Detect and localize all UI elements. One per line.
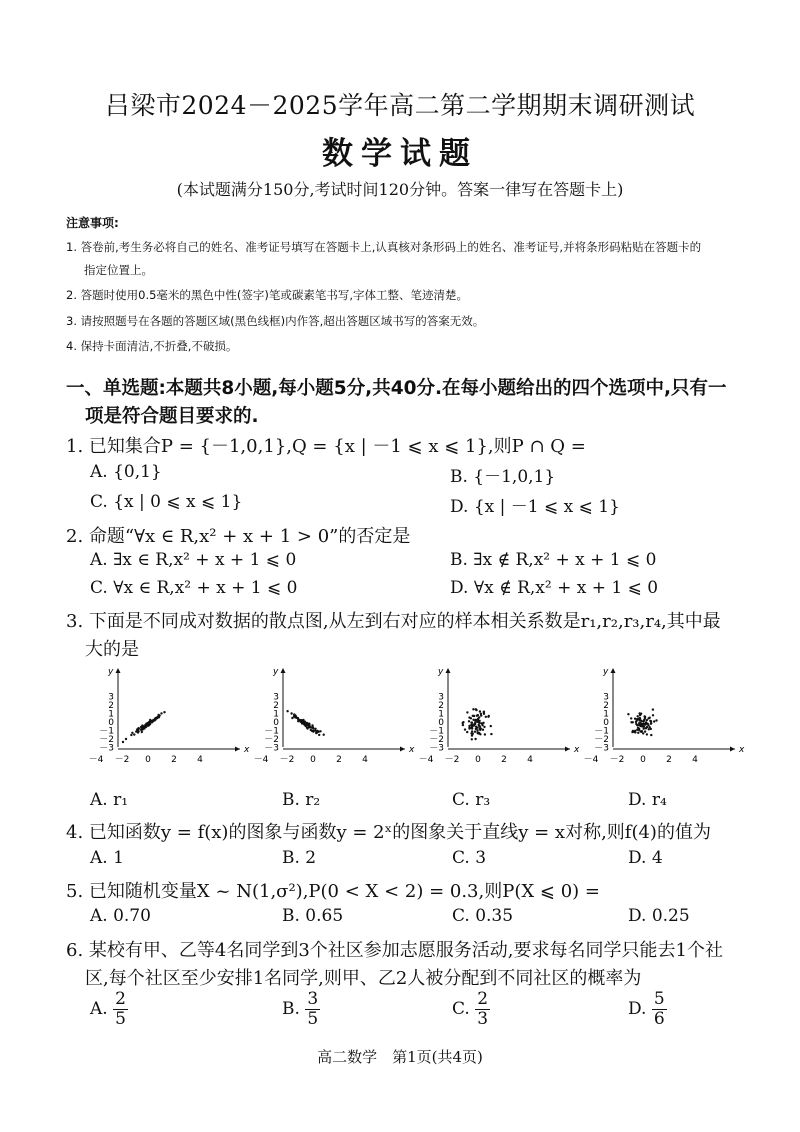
x-tick-label: 2 bbox=[336, 755, 342, 765]
x-tick-label: －4 bbox=[88, 755, 104, 765]
scatter-point bbox=[472, 708, 474, 710]
scatter-plot-r3 bbox=[419, 667, 580, 765]
scatter-point bbox=[649, 720, 651, 722]
scatter-point bbox=[643, 728, 645, 730]
x-tick-label: 4 bbox=[362, 755, 368, 765]
scatter-point bbox=[130, 734, 132, 736]
subject-title: 数学试题 bbox=[322, 136, 478, 172]
scatter-point bbox=[286, 710, 288, 712]
y-tick-label: 1 bbox=[273, 709, 279, 720]
scatter-point bbox=[474, 720, 476, 722]
notice-heading: 注意事项: bbox=[66, 216, 119, 230]
question-5-stem: 5. 已知随机变量X ~ N(1,σ²),P(0 < X < 2) = 0.3,则P(X ⩽ 0) = bbox=[66, 881, 600, 902]
q3-option-d: D. r₄ bbox=[628, 790, 667, 810]
scatter-point bbox=[490, 733, 492, 735]
scatter-point bbox=[323, 734, 325, 736]
y-axis-label: y bbox=[603, 667, 609, 677]
scatter-point bbox=[471, 738, 473, 740]
scatter-point bbox=[478, 722, 480, 724]
scatter-point bbox=[158, 714, 160, 716]
scatter-point bbox=[476, 715, 478, 717]
scatter-point bbox=[471, 730, 473, 732]
q4-option-c: C. 3 bbox=[452, 848, 487, 868]
scatter-point bbox=[646, 719, 648, 721]
y-tick-label: －2 bbox=[429, 735, 444, 745]
y-tick-label: 0 bbox=[603, 718, 609, 728]
y-tick-label: 2 bbox=[108, 701, 114, 711]
notice-item: 1. 答卷前,考生务必将自己的姓名、准考证号填写在答题卡上,认真核对条形码上的姓名、准考证号,并将条形码粘贴在答题卡的 bbox=[66, 240, 702, 254]
y-tick-label: －3 bbox=[594, 743, 609, 754]
scatter-point bbox=[306, 727, 308, 729]
scatter-point bbox=[300, 719, 302, 721]
q6-option-a: A. $\frac{2}{5}$ bbox=[90, 989, 126, 1029]
scatter-point bbox=[637, 732, 639, 734]
scatter-point bbox=[470, 722, 472, 724]
question-6-stem-cont: 区,每个社区至少安排1名同学,则甲、乙2人被分配到不同社区的概率为 bbox=[85, 968, 642, 989]
y-tick-label: 1 bbox=[438, 709, 444, 720]
x-axis-label: x bbox=[244, 745, 250, 755]
q2-option-a: A. ∃x ∈ R,x² + x + 1 ⩽ 0 bbox=[90, 550, 297, 570]
scatter-point bbox=[481, 724, 483, 726]
y-tick-label: －2 bbox=[99, 735, 114, 745]
scatter-point bbox=[484, 733, 486, 735]
scatter-point bbox=[639, 725, 641, 727]
y-tick-label: 2 bbox=[438, 701, 444, 711]
scatter-point bbox=[122, 741, 124, 743]
x-tick-label: 2 bbox=[171, 755, 177, 765]
scatter-point bbox=[485, 716, 487, 718]
scatter-point bbox=[643, 723, 645, 725]
scatter-point bbox=[642, 732, 644, 734]
x-tick-label: 2 bbox=[501, 755, 507, 765]
q5-option-d: D. 0.25 bbox=[628, 906, 690, 926]
scatter-point bbox=[649, 717, 651, 719]
notice-item: 3. 请按照题号在各题的答题区域(黑色线框)内作答,超出答题区域书写的答案无效。 bbox=[66, 314, 485, 328]
q4-option-d: D. 4 bbox=[628, 848, 663, 868]
scatter-point bbox=[141, 724, 143, 726]
y-tick-label: 0 bbox=[273, 718, 279, 728]
scatter-point bbox=[655, 719, 657, 721]
scatter-plots bbox=[88, 662, 745, 784]
scatter-point bbox=[631, 731, 633, 733]
scatter-point bbox=[462, 724, 464, 726]
x-tick-label: 2 bbox=[666, 755, 672, 765]
y-tick-label: －2 bbox=[594, 735, 609, 745]
scatter-point bbox=[131, 732, 133, 734]
x-tick-label: 4 bbox=[197, 755, 203, 765]
scatter-point bbox=[483, 711, 485, 713]
scatter-point bbox=[157, 716, 159, 718]
q3-option-a: A. r₁ bbox=[90, 790, 129, 810]
scatter-point bbox=[488, 715, 490, 717]
y-tick-label: －1 bbox=[429, 726, 444, 737]
scatter-point bbox=[135, 730, 137, 732]
x-tick-label: －2 bbox=[279, 755, 295, 765]
scatter-point bbox=[634, 718, 636, 720]
scatter-point bbox=[466, 731, 468, 733]
y-tick-label: 2 bbox=[273, 701, 279, 711]
section-heading-cont: 项是符合题目要求的. bbox=[85, 406, 259, 427]
scatter-point bbox=[466, 711, 468, 713]
scatter-point bbox=[125, 738, 127, 740]
scatter-point bbox=[652, 708, 654, 710]
q2-option-b: B. ∃x ∉ R,x² + x + 1 ⩽ 0 bbox=[450, 550, 657, 570]
y-tick-label: －3 bbox=[99, 743, 114, 754]
scatter-point bbox=[653, 720, 655, 722]
scatter-point bbox=[312, 727, 314, 729]
scatter-point bbox=[311, 724, 313, 726]
scatter-point bbox=[315, 732, 317, 734]
scatter-point bbox=[318, 734, 320, 736]
scatter-point bbox=[635, 721, 637, 723]
y-tick-label: 3 bbox=[108, 692, 114, 703]
q5-option-c: C. 0.35 bbox=[452, 906, 514, 926]
scatter-point bbox=[151, 721, 153, 723]
q2-option-c: C. ∀x ∈ R,x² + x + 1 ⩽ 0 bbox=[90, 578, 298, 598]
scatter-point bbox=[478, 725, 480, 727]
scatter-point bbox=[163, 711, 165, 713]
scatter-point bbox=[468, 727, 470, 729]
notice-item: 指定位置上。 bbox=[84, 263, 153, 277]
scatter-point bbox=[645, 722, 647, 724]
scatter-point bbox=[648, 728, 650, 730]
x-tick-label: －2 bbox=[609, 755, 625, 765]
y-tick-label: 3 bbox=[438, 692, 444, 703]
scatter-point bbox=[141, 731, 143, 733]
scatter-point bbox=[297, 720, 299, 722]
q6-option-b: B. $\frac{3}{5}$ bbox=[282, 989, 319, 1029]
q6-option-d: D. $\frac{5}{6}$ bbox=[628, 989, 665, 1029]
x-tick-label: －4 bbox=[418, 755, 434, 765]
q3-option-c: C. r₃ bbox=[452, 790, 491, 810]
scatter-point bbox=[632, 721, 634, 723]
q1-option-c: C. {x | 0 ⩽ x ⩽ 1} bbox=[90, 492, 243, 512]
scatter-point bbox=[627, 713, 629, 715]
exam-title: 吕梁市2024－2025学年高二第二学期期末调研测试 bbox=[104, 91, 696, 120]
scatter-point bbox=[650, 723, 652, 725]
scatter-point bbox=[638, 712, 640, 714]
scatter-point bbox=[643, 719, 645, 721]
scatter-point bbox=[145, 722, 147, 724]
fraction: $\frac{3}{5}$ bbox=[307, 989, 319, 1029]
scatter-point bbox=[640, 730, 642, 732]
scatter-point bbox=[472, 733, 474, 735]
scatter-point bbox=[154, 717, 156, 719]
q5-option-a: A. 0.70 bbox=[90, 906, 151, 926]
q4-option-b: B. 2 bbox=[282, 848, 317, 868]
scatter-point bbox=[474, 731, 476, 733]
scatter-point bbox=[482, 729, 484, 731]
x-tick-label: 4 bbox=[527, 755, 533, 765]
scatter-point bbox=[644, 730, 646, 732]
scatter-point bbox=[472, 715, 474, 717]
question-3-stem-cont: 大的是 bbox=[85, 639, 139, 660]
y-tick-label: －1 bbox=[99, 726, 114, 737]
scatter-point bbox=[468, 725, 470, 727]
scatter-point bbox=[483, 726, 485, 728]
x-tick-label: －2 bbox=[444, 755, 460, 765]
scatter-point bbox=[468, 720, 470, 722]
scatter-point bbox=[160, 712, 162, 714]
q1-option-b: B. {－1,0,1} bbox=[450, 467, 556, 487]
scatter-point bbox=[136, 728, 138, 730]
scatter-point bbox=[650, 734, 652, 736]
scatter-point bbox=[646, 726, 648, 728]
fraction: $\frac{2}{3}$ bbox=[477, 989, 489, 1029]
section-heading: 一、单选题:本题共8小题,每小题5分,共40分.在每小题给出的四个选项中,只有一 bbox=[66, 378, 727, 399]
scatter-point bbox=[652, 714, 654, 716]
x-tick-label: 0 bbox=[310, 755, 316, 765]
question-2-stem: 2. 命题“∀x ∈ R,x² + x + 1 > 0”的否定是 bbox=[66, 526, 411, 547]
y-tick-label: 2 bbox=[603, 701, 609, 711]
fraction: $\frac{2}{5}$ bbox=[115, 989, 126, 1029]
scatter-point bbox=[310, 729, 312, 731]
scatter-point bbox=[471, 727, 473, 729]
y-tick-label: 0 bbox=[108, 718, 114, 728]
x-tick-label: 4 bbox=[692, 755, 698, 765]
scatter-point bbox=[294, 715, 296, 717]
scatter-point bbox=[472, 723, 474, 725]
y-tick-label: 0 bbox=[438, 718, 444, 728]
page-footer: 高二数学 第1页(共4页) bbox=[317, 1048, 483, 1066]
scatter-point bbox=[145, 726, 147, 728]
q1-option-a: A. {0,1} bbox=[90, 462, 162, 482]
y-axis-label: y bbox=[108, 667, 114, 677]
scatter-point bbox=[637, 715, 639, 717]
scatter-point bbox=[319, 730, 321, 732]
scatter-point bbox=[462, 721, 464, 723]
scatter-plot-r2 bbox=[254, 667, 415, 765]
scatter-point bbox=[474, 738, 476, 740]
scatter-point bbox=[482, 722, 484, 724]
fraction: $\frac{5}{6}$ bbox=[653, 989, 665, 1029]
scatter-point bbox=[475, 709, 477, 711]
y-tick-label: －3 bbox=[264, 743, 279, 754]
notice-item: 4. 保持卡面清洁,不折叠,不破损。 bbox=[66, 339, 238, 353]
scatter-point bbox=[478, 716, 480, 718]
y-tick-label: －3 bbox=[429, 743, 444, 754]
q5-option-b: B. 0.65 bbox=[282, 906, 344, 926]
scatter-point bbox=[302, 722, 304, 724]
y-tick-label: －1 bbox=[264, 726, 279, 737]
scatter-point bbox=[148, 724, 150, 726]
scatter-point bbox=[307, 723, 309, 725]
scatter-point bbox=[141, 727, 143, 729]
scatter-point bbox=[475, 728, 477, 730]
scatter-point bbox=[477, 732, 479, 734]
scatter-plot-r4 bbox=[584, 667, 745, 765]
scatter-point bbox=[639, 722, 641, 724]
x-tick-label: －4 bbox=[583, 755, 599, 765]
y-tick-label: －2 bbox=[264, 735, 279, 745]
x-tick-label: －4 bbox=[253, 755, 269, 765]
scatter-point bbox=[479, 710, 481, 712]
scatter-point bbox=[133, 733, 135, 735]
notice-item: 2. 答题时使用0.5毫米的黑色中性(签字)笔或碳素笔书写,字体工整、笔迹清楚。 bbox=[66, 288, 469, 302]
q4-option-a: A. 1 bbox=[90, 848, 124, 868]
question-4-stem: 4. 已知函数y = f(x)的图象与函数y = 2ˣ的图象关于直线y = x对称,则f(4)的值为 bbox=[66, 822, 711, 843]
scatter-point bbox=[309, 726, 311, 728]
exam-subtitle: (本试题满分150分,考试时间120分钟。答案一律写在答题卡上) bbox=[176, 180, 624, 199]
scatter-point bbox=[470, 717, 472, 719]
scatter-point bbox=[464, 728, 466, 730]
x-axis-label: x bbox=[574, 745, 580, 755]
scatter-point bbox=[479, 729, 481, 731]
x-axis-label: x bbox=[739, 745, 745, 755]
y-tick-label: 1 bbox=[603, 709, 609, 720]
x-tick-label: 0 bbox=[475, 755, 481, 765]
y-tick-label: －1 bbox=[594, 726, 609, 737]
question-1-stem: 1. 已知集合P = {－1,0,1},Q = {x | －1 ⩽ x ⩽ 1},则P ∩ Q = bbox=[66, 436, 586, 457]
q6-option-c: C. $\frac{2}{3}$ bbox=[452, 989, 489, 1029]
scatter-point bbox=[646, 733, 648, 735]
q1-option-d: D. {x | －1 ⩽ x ⩽ 1} bbox=[450, 497, 620, 517]
x-tick-label: 0 bbox=[640, 755, 646, 765]
y-tick-label: 1 bbox=[108, 709, 114, 720]
scatter-plot-r1 bbox=[89, 667, 250, 765]
scatter-point bbox=[314, 728, 316, 730]
q3-option-b: B. r₂ bbox=[282, 790, 321, 810]
y-tick-label: 3 bbox=[603, 692, 609, 703]
scatter-point bbox=[312, 730, 314, 732]
y-axis-label: y bbox=[438, 667, 444, 677]
scatter-point bbox=[637, 727, 639, 729]
y-axis-label: y bbox=[273, 667, 279, 677]
scatter-point bbox=[480, 713, 482, 715]
y-tick-label: 3 bbox=[273, 692, 279, 703]
scatter-point bbox=[639, 717, 641, 719]
x-axis-label: x bbox=[409, 745, 415, 755]
scatter-point bbox=[290, 712, 292, 714]
scatter-point bbox=[490, 725, 492, 727]
scatter-point bbox=[630, 717, 632, 719]
q2-option-d: D. ∀x ∉ R,x² + x + 1 ⩽ 0 bbox=[450, 578, 659, 598]
x-tick-label: 0 bbox=[145, 755, 151, 765]
question-6-stem: 6. 某校有甲、乙等4名同学到3个社区参加志愿服务活动,要求每名同学只能去1个社 bbox=[66, 940, 723, 961]
x-tick-label: －2 bbox=[114, 755, 130, 765]
question-3-stem: 3. 下面是不同成对数据的散点图,从左到右对应的样本相关系数是r₁,r₂,r₃,r₄,其中最 bbox=[66, 611, 721, 632]
